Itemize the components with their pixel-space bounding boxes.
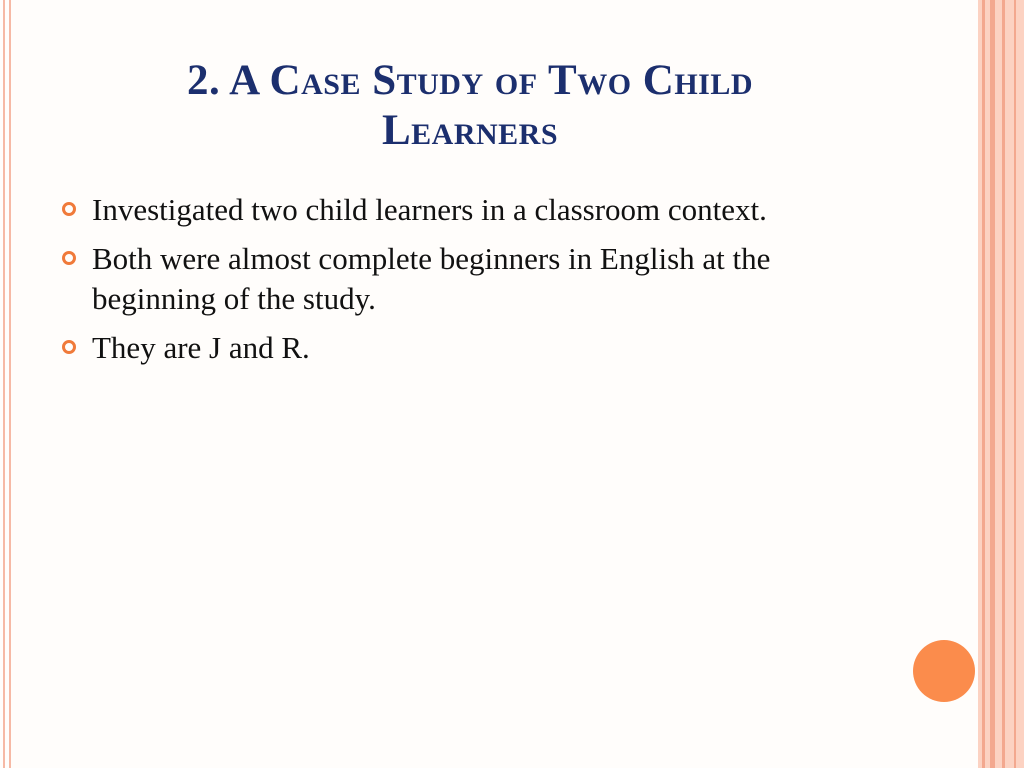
orange-circle-decoration xyxy=(913,640,975,702)
bullet-text: They are J and R. xyxy=(92,330,310,365)
hollow-circle-bullet-icon xyxy=(62,251,76,265)
slide-title-line-1: 2. A Case Study of Two Child xyxy=(186,57,754,104)
hollow-circle-bullet-icon xyxy=(62,340,76,354)
hollow-circle-bullet-icon xyxy=(62,202,76,216)
right-border-band xyxy=(978,0,1024,768)
bullet-item xyxy=(62,328,882,368)
slide-title xyxy=(60,56,880,156)
bullet-list xyxy=(62,190,882,377)
bullet-text: Investigated two child learners in a classroom context. xyxy=(92,192,767,227)
left-border-line xyxy=(3,0,5,768)
right-border-stripe xyxy=(982,0,985,768)
bullet-item xyxy=(62,239,882,319)
slide-title-line-2: Learners xyxy=(381,107,559,154)
right-border-stripe xyxy=(1014,0,1016,768)
left-border-line xyxy=(9,0,11,768)
right-border-stripe xyxy=(990,0,995,768)
bullet-text: Both were almost complete beginners in English at the beginning of the study. xyxy=(92,241,771,316)
right-border-stripe xyxy=(1002,0,1005,768)
bullet-item xyxy=(62,190,882,230)
